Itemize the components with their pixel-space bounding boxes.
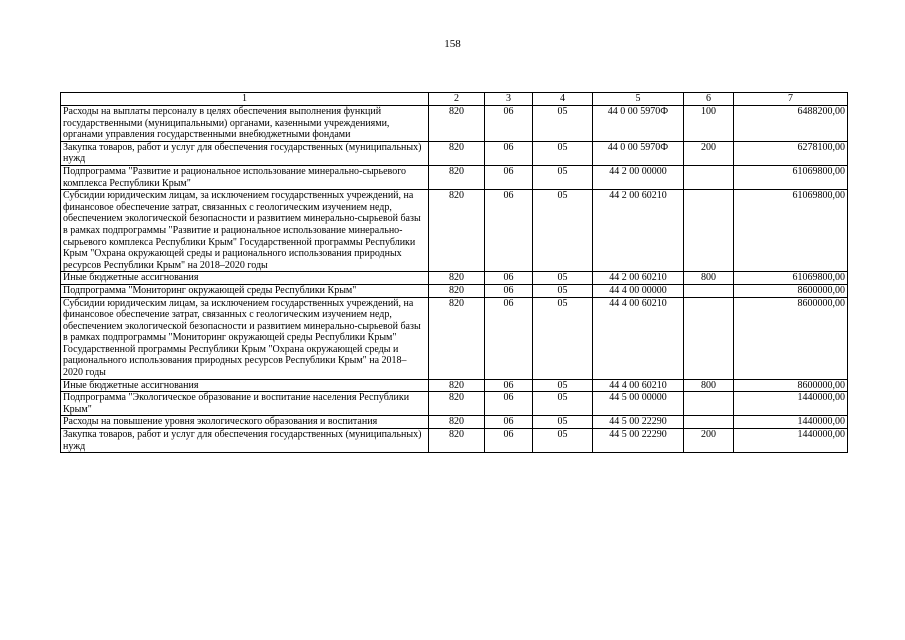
row-col-6 [684,165,734,189]
row-name: Субсидии юридическим лицам, за исключением государственных учреждений, на финансовое обеспечение затрат, связанных с геологическим изучением недр, обеспечением экологической безопасности и развитием минерально-сырьевой базы в рамках подпрограммы "Мониторинг окружающей среды Республики Крым" Государственной программы Республики Крым "Охрана окружающей среды и рационального использования природных ресурсов Республики Крым" на 2018–2020 годы [61,297,429,379]
budget-table [60,92,848,453]
row-col-5: 44 0 00 5970Ф [593,106,684,142]
row-col-2: 820 [429,392,485,416]
row-col-5: 44 5 00 22290 [593,429,684,453]
row-col-3: 06 [485,429,533,453]
row-col-5: 44 2 00 60210 [593,272,684,285]
row-amount: 1440000,00 [734,429,848,453]
row-col-3: 06 [485,392,533,416]
row-col-2: 820 [429,165,485,189]
row-col-3: 06 [485,416,533,429]
row-col-2: 820 [429,190,485,272]
table-row [61,284,848,297]
row-col-6: 100 [684,106,734,142]
header-cell-4: 4 [533,93,593,106]
row-col-3: 06 [485,141,533,165]
row-amount: 6278100,00 [734,141,848,165]
row-col-3: 06 [485,272,533,285]
row-col-4: 05 [533,106,593,142]
table-row [61,165,848,189]
table-row [61,416,848,429]
table-row [61,106,848,142]
row-col-3: 06 [485,297,533,379]
header-cell-2: 2 [429,93,485,106]
row-name: Подпрограмма "Развитие и рациональное использование минерально-сырьевого комплекса Республики Крым" [61,165,429,189]
row-amount: 61069800,00 [734,272,848,285]
row-col-2: 820 [429,429,485,453]
row-col-2: 820 [429,379,485,392]
header-cell-1: 1 [61,93,429,106]
row-col-4: 05 [533,392,593,416]
table-row [61,297,848,379]
header-cell-3: 3 [485,93,533,106]
row-col-2: 820 [429,416,485,429]
header-cell-6: 6 [684,93,734,106]
row-col-6: 200 [684,429,734,453]
header-cell-7: 7 [734,93,848,106]
row-name: Расходы на выплаты персоналу в целях обеспечения выполнения функций государственными (муниципальными) органами, казенными учреждениями, органами управления государственными внебюджетными фондами [61,106,429,142]
row-col-3: 06 [485,165,533,189]
row-col-2: 820 [429,284,485,297]
row-col-6 [684,297,734,379]
row-col-5: 44 4 00 60210 [593,379,684,392]
row-col-3: 06 [485,379,533,392]
header-cell-5: 5 [593,93,684,106]
row-col-2: 820 [429,106,485,142]
row-col-4: 05 [533,141,593,165]
row-col-3: 06 [485,106,533,142]
row-col-4: 05 [533,416,593,429]
row-col-2: 820 [429,297,485,379]
table-row [61,141,848,165]
row-col-6: 200 [684,141,734,165]
row-amount: 8600000,00 [734,297,848,379]
row-amount: 1440000,00 [734,416,848,429]
row-name: Подпрограмма "Мониторинг окружающей среды Республики Крым" [61,284,429,297]
row-col-4: 05 [533,165,593,189]
row-col-4: 05 [533,284,593,297]
row-col-5: 44 4 00 00000 [593,284,684,297]
row-col-6: 800 [684,272,734,285]
row-col-6 [684,284,734,297]
row-name: Подпрограмма "Экологическое образование и воспитание населения Республики Крым" [61,392,429,416]
row-col-3: 06 [485,284,533,297]
row-col-5: 44 2 00 60210 [593,190,684,272]
table-body [61,106,848,453]
row-col-5: 44 0 00 5970Ф [593,141,684,165]
table-row [61,190,848,272]
row-amount: 61069800,00 [734,165,848,189]
header-row [61,93,848,106]
row-col-5: 44 2 00 00000 [593,165,684,189]
row-name: Закупка товаров, работ и услуг для обеспечения государственных (муниципальных) нужд [61,429,429,453]
row-col-2: 820 [429,272,485,285]
row-col-6: 800 [684,379,734,392]
row-col-4: 05 [533,297,593,379]
table-row [61,392,848,416]
row-col-6 [684,416,734,429]
row-amount: 1440000,00 [734,392,848,416]
row-col-5: 44 5 00 00000 [593,392,684,416]
row-name: Иные бюджетные ассигнования [61,379,429,392]
row-name: Закупка товаров, работ и услуг для обеспечения государственных (муниципальных) нужд [61,141,429,165]
row-name: Расходы на повышение уровня экологического образования и воспитания [61,416,429,429]
row-amount: 61069800,00 [734,190,848,272]
row-col-4: 05 [533,379,593,392]
page-number: 158 [444,38,461,50]
row-col-6 [684,392,734,416]
row-name: Иные бюджетные ассигнования [61,272,429,285]
row-amount: 8600000,00 [734,379,848,392]
row-name: Субсидии юридическим лицам, за исключением государственных учреждений, на финансовое обеспечение затрат, связанных с геологическим изучением недр, обеспечением экологической безопасности и развитием минерально-сырьевой базы в рамках подпрограммы "Развитие и рациональное использование минерально-сырьевого комплекса Республики Крым" Государственной программы Республики Крым "Охрана окружающей среды и рационального использования природных ресурсов Республики Крым" на 2018–2020 годы [61,190,429,272]
row-amount: 8600000,00 [734,284,848,297]
row-col-4: 05 [533,190,593,272]
table-row [61,272,848,285]
row-col-5: 44 4 00 60210 [593,297,684,379]
row-col-2: 820 [429,141,485,165]
row-col-5: 44 5 00 22290 [593,416,684,429]
row-col-4: 05 [533,429,593,453]
row-col-3: 06 [485,190,533,272]
table-row [61,429,848,453]
row-col-6 [684,190,734,272]
row-amount: 6488200,00 [734,106,848,142]
row-col-4: 05 [533,272,593,285]
table-row [61,379,848,392]
